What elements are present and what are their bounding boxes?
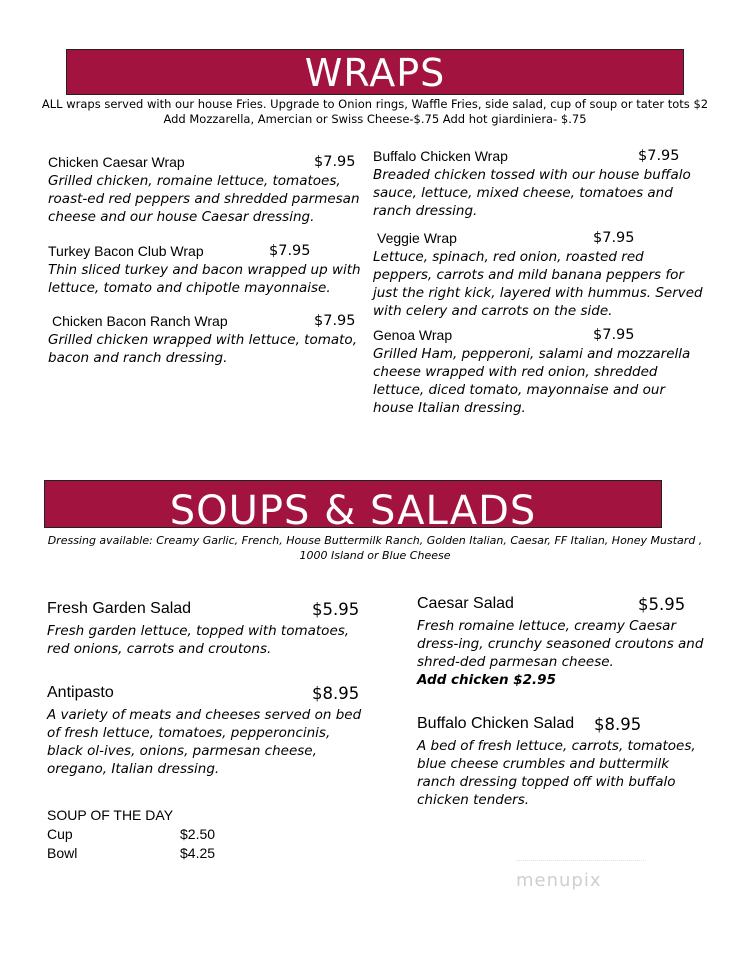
item-description: Grilled chicken wrapped with lettuce, tomato, bacon and ranch dressing.: [48, 332, 357, 366]
menu-item-caesar-salad: [417, 595, 707, 689]
menupix-watermark: [516, 870, 602, 891]
menu-item-chicken-bacon-ranch-wrap: [48, 313, 366, 367]
soup-title: SOUP OF THE DAY: [47, 807, 174, 823]
watermark-divider: [516, 860, 646, 861]
item-description: Lettuce, spinach, red onion, roasted red peppers, carrots and mild banana peppers for just the right kick, layered with hummus. Served with celery and carrots on the side.: [373, 249, 703, 319]
wraps-note-line2: Add Mozzarella, Amercian or Swiss Cheese-$.75 Add hot giardiniera- $.75: [163, 112, 587, 126]
item-description: Grilled Ham, pepperoni, salami and mozzarella cheese wrapped with red onion, shredded lettuce, diced tomato, mayonnaise and our house Italian dressing.: [373, 346, 691, 416]
menu-item-genoa-wrap: [373, 327, 703, 417]
wraps-banner: [66, 49, 684, 95]
dressing-note-line2: 1000 Island or Blue Cheese: [299, 549, 451, 562]
item-description: Grilled chicken, romaine lettuce, tomatoes, roast-ed red peppers and shredded parmesan cheese and our house Caesar dressing.: [48, 173, 360, 225]
menu-item-fresh-garden-salad: [47, 600, 363, 658]
item-name: Caesar Salad: [417, 595, 514, 612]
menu-item-buffalo-chicken-wrap: [373, 148, 703, 220]
soups-salads-title: SOUPS & SALADS: [169, 488, 537, 534]
dressing-note: [30, 533, 720, 563]
item-description: Breaded chicken tossed with our house buffalo sauce, lettuce, mixed cheese, tomatoes and ranch dressing.: [373, 167, 691, 219]
item-name: Veggie Wrap: [377, 230, 457, 246]
item-price: $5.95: [312, 600, 360, 619]
soup-of-the-day: [47, 806, 247, 863]
item-name: Antipasto: [47, 684, 114, 701]
item-name: Genoa Wrap: [373, 327, 453, 343]
menu-item-chicken-caesar-wrap: [48, 154, 366, 226]
wraps-note-line1: ALL wraps served with our house Fries. Upgrade to Onion rings, Waffle Fries, side salad, cup of soup or tater tots $2: [41, 97, 709, 111]
menu-item-antipasto: [47, 684, 363, 778]
soup-cup-price: $2.50: [180, 826, 216, 842]
item-price: $5.95: [638, 595, 686, 614]
item-description: A variety of meats and cheeses served on bed of fresh lettuce, tomatoes, pepperoncinis, black ol-ives, onions, parmesan cheese, oregano, Italian dressing.: [47, 707, 362, 777]
item-description: A bed of fresh lettuce, carrots, tomatoes, blue cheese crumbles and buttermilk ranch dressing topped off with buffalo chicken tenders.: [417, 738, 696, 808]
watermark-text: menupix: [516, 870, 602, 891]
add-chicken-note: Add chicken $2.95: [417, 672, 556, 688]
item-price: $7.95: [593, 327, 635, 343]
item-name: Chicken Bacon Ranch Wrap: [52, 313, 228, 329]
soups-salads-banner: [44, 480, 662, 534]
item-name: Chicken Caesar Wrap: [48, 154, 185, 170]
soup-bowl-label: Bowl: [47, 845, 78, 861]
menu-item-buffalo-chicken-salad: [417, 715, 707, 809]
item-description: Fresh garden lettuce, topped with tomatoes, red onions, carrots and croutons.: [47, 623, 350, 657]
item-price: $7.95: [314, 154, 356, 170]
soup-bowl-price: $4.25: [180, 845, 216, 861]
item-price: $7.95: [269, 243, 311, 259]
soup-cup-label: Cup: [47, 826, 73, 842]
item-name: Turkey Bacon Club Wrap: [48, 243, 204, 259]
dressing-note-line1: Dressing available: Creamy Garlic, French, House Buttermilk Ranch, Golden Italian, Caesar, FF Italian, Honey Mustard ,: [47, 534, 703, 547]
item-price: $8.95: [594, 715, 642, 734]
item-price: $8.95: [312, 684, 360, 703]
item-price: $7.95: [314, 313, 356, 329]
wraps-note: [30, 97, 720, 127]
item-price: $7.95: [593, 230, 635, 246]
item-description: Thin sliced turkey and bacon wrapped up with lettuce, tomato and chipotle mayonnaise.: [48, 262, 361, 296]
item-name: Fresh Garden Salad: [47, 600, 192, 617]
item-description: Fresh romaine lettuce, creamy Caesar dress-ing, crunchy seasoned croutons and shred-ded parmesan cheese.: [417, 618, 704, 670]
item-name: Buffalo Chicken Wrap: [373, 148, 508, 164]
menu-item-veggie-wrap: [373, 230, 703, 320]
item-price: $7.95: [638, 148, 680, 164]
menu-item-turkey-bacon-club-wrap: [48, 243, 366, 297]
item-name: Buffalo Chicken Salad: [417, 715, 575, 732]
wraps-title: WRAPS: [304, 51, 446, 95]
